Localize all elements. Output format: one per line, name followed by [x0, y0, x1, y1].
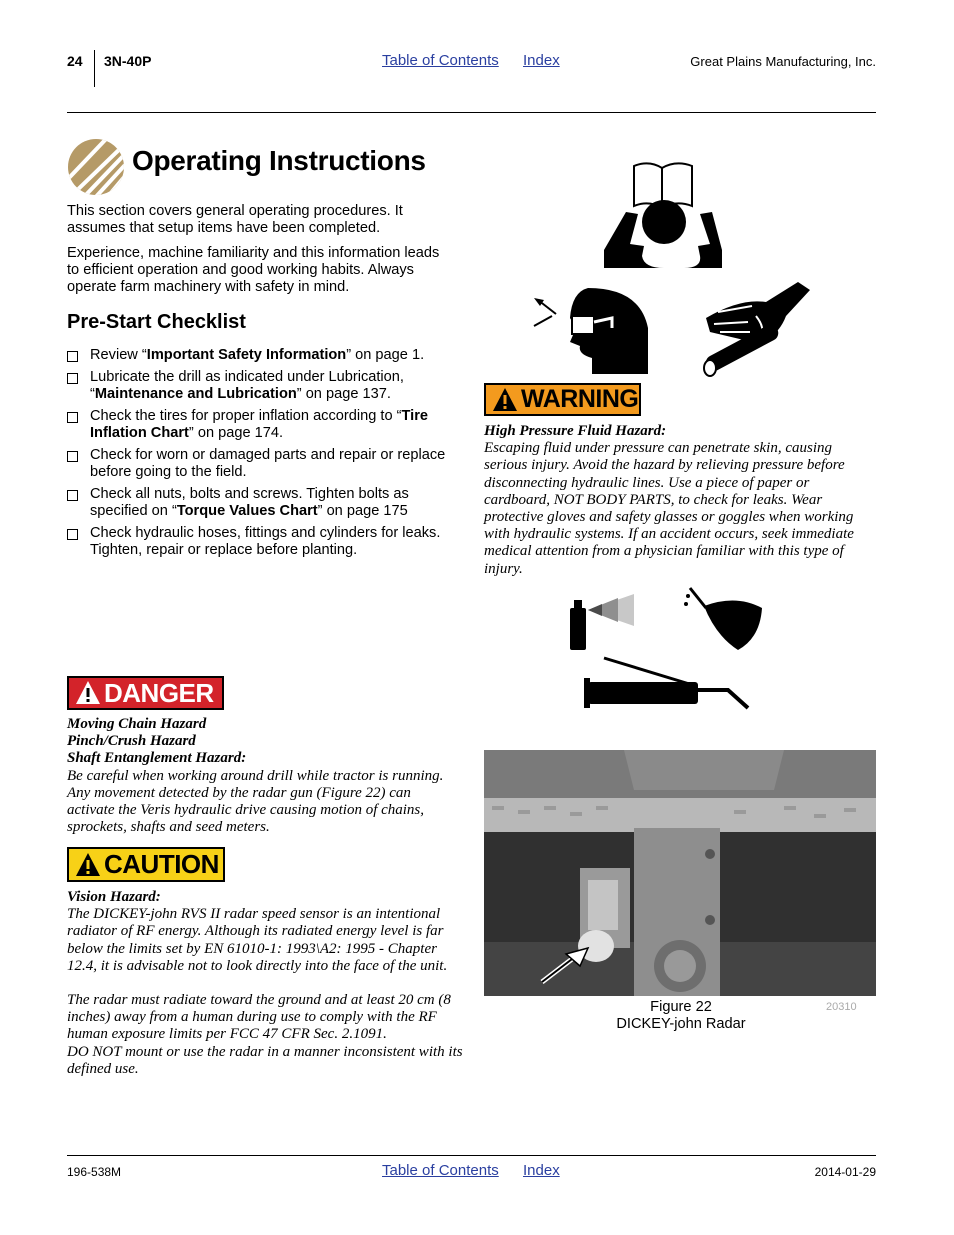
danger-text-block	[67, 716, 462, 836]
checkbox-icon	[67, 529, 78, 540]
danger-signal	[67, 676, 224, 710]
figure-22-radar-photo	[484, 750, 876, 996]
danger-heading-2: Pinch/Crush Hazard	[67, 733, 196, 750]
footer-index-link[interactable]: Index	[523, 1162, 560, 1179]
caution-text-2: The radar must radiate toward the ground and at least 20 cm (8 inches) away from a human during use to comply with the RF human exposure limits per FCC 47 CFR Sec. 2.1091.	[67, 992, 451, 1043]
checklist-item: Lubricate the drill as indicated under Lubrication, “Maintenance and Lubrication” on page 137.	[67, 369, 459, 404]
checkbox-icon	[67, 351, 78, 362]
checkbox-icon	[67, 373, 78, 384]
alert-triangle-icon	[75, 852, 101, 878]
model-name: 3N-40P	[104, 53, 152, 69]
checklist-item: Check hydraulic hoses, fittings and cylinders for leaks. Tighten, repair or replace before planting.	[67, 525, 459, 560]
checkbox-icon	[67, 490, 78, 501]
figure-photo-id: 20310	[826, 1001, 857, 1013]
danger-label: DANGER	[104, 677, 214, 708]
footer-toc-link[interactable]: Table of Contents	[382, 1162, 499, 1179]
warning-text-block	[484, 423, 876, 578]
intro-paragraph-1: This section covers general operating procedures. It assumes that setup items have been completed.	[67, 203, 403, 236]
hydraulic-injection-icon	[700, 282, 812, 378]
section-logo-icon	[67, 138, 125, 196]
intro-paragraph-2: Experience, machine familiarity and this information leads to efficient operation and good working habits. Always operate farm machinery with safety in mind.	[67, 245, 440, 295]
figure-caption: DICKEY-john Radar	[616, 1016, 746, 1032]
checklist-heading: Pre-Start Checklist	[67, 311, 246, 333]
read-manual-icon	[604, 160, 722, 268]
checklist-item: Check all nuts, bolts and screws. Tighten bolts as specified on “Torque Values Chart” on page 175	[67, 486, 459, 521]
doc-date: 2014-01-29	[814, 1165, 876, 1179]
header-rule	[67, 112, 876, 113]
alert-triangle-icon	[75, 680, 101, 706]
danger-heading-1: Moving Chain Hazard	[67, 716, 207, 732]
company-name: Great Plains Manufacturing, Inc.	[690, 54, 876, 69]
caution-signal	[67, 847, 225, 882]
warning-signal	[484, 383, 641, 416]
checklist-item: Review “Important Safety Information” on page 1.	[67, 347, 459, 365]
safety-glasses-icon	[530, 288, 650, 374]
doc-number: 196-538M	[67, 1165, 122, 1179]
checklist-item: Check the tires for proper inflation according to “Tire Inflation Chart” on page 174.	[67, 408, 459, 443]
section-title: Operating Instructions	[132, 145, 426, 176]
caution-heading: Vision Hazard:	[67, 889, 161, 905]
warning-text: Escaping fluid under pressure can penetrate skin, causing serious injury. Avoid the hazard by relieving pressure before disconnecting hydraulic lines. Use a piece of paper or cardboard, NOT BODY PARTS, to check for leaks. Wear protective gloves and safety glasses or goggles when working with hydraulic systems. If an accident occurs, seek immediate medical attention from a physician familiar with this type of injury.	[484, 440, 854, 577]
danger-heading-3: Shaft Entanglement Hazard:	[67, 750, 247, 767]
header-divider	[94, 50, 95, 87]
figure-number: Figure 22	[650, 999, 712, 1015]
checklist	[67, 347, 459, 564]
warning-heading: High Pressure Fluid Hazard:	[484, 423, 667, 439]
caution-text-3: DO NOT mount or use the radar in a manner inconsistent with its defined use.	[67, 1043, 463, 1077]
caution-text-block	[67, 889, 463, 1078]
caution-label: CAUTION	[104, 849, 219, 879]
checkbox-icon	[67, 412, 78, 423]
warning-label: WARNING	[521, 385, 639, 413]
caution-text-1: The DICKEY-john RVS II radar speed sensor is an intentional radiator of RF energy. Although its radiated energy level is far below the limits set by EN 61010-1: 1993\A2: 1995 - Chapter 12.4, it is advisable not to look directly into the face of the unit.	[67, 906, 448, 974]
header-toc-link[interactable]: Table of Contents	[382, 52, 499, 69]
checkbox-icon	[67, 451, 78, 462]
footer-rule	[67, 1155, 876, 1156]
page-number: 24	[67, 53, 83, 69]
danger-text: Be careful when working around drill while tractor is running. Any movement detected by the radar gun (Figure 22) can activate the Veris hydraulic drive causing motion of chains, sprockets, shafts and seed meters.	[67, 767, 444, 836]
checklist-item: Check for worn or damaged parts and repair or replace before going to the field.	[67, 447, 459, 482]
header-index-link[interactable]: Index	[523, 52, 560, 69]
alert-triangle-icon	[492, 387, 518, 413]
lubrication-tools-icon	[566, 586, 766, 716]
